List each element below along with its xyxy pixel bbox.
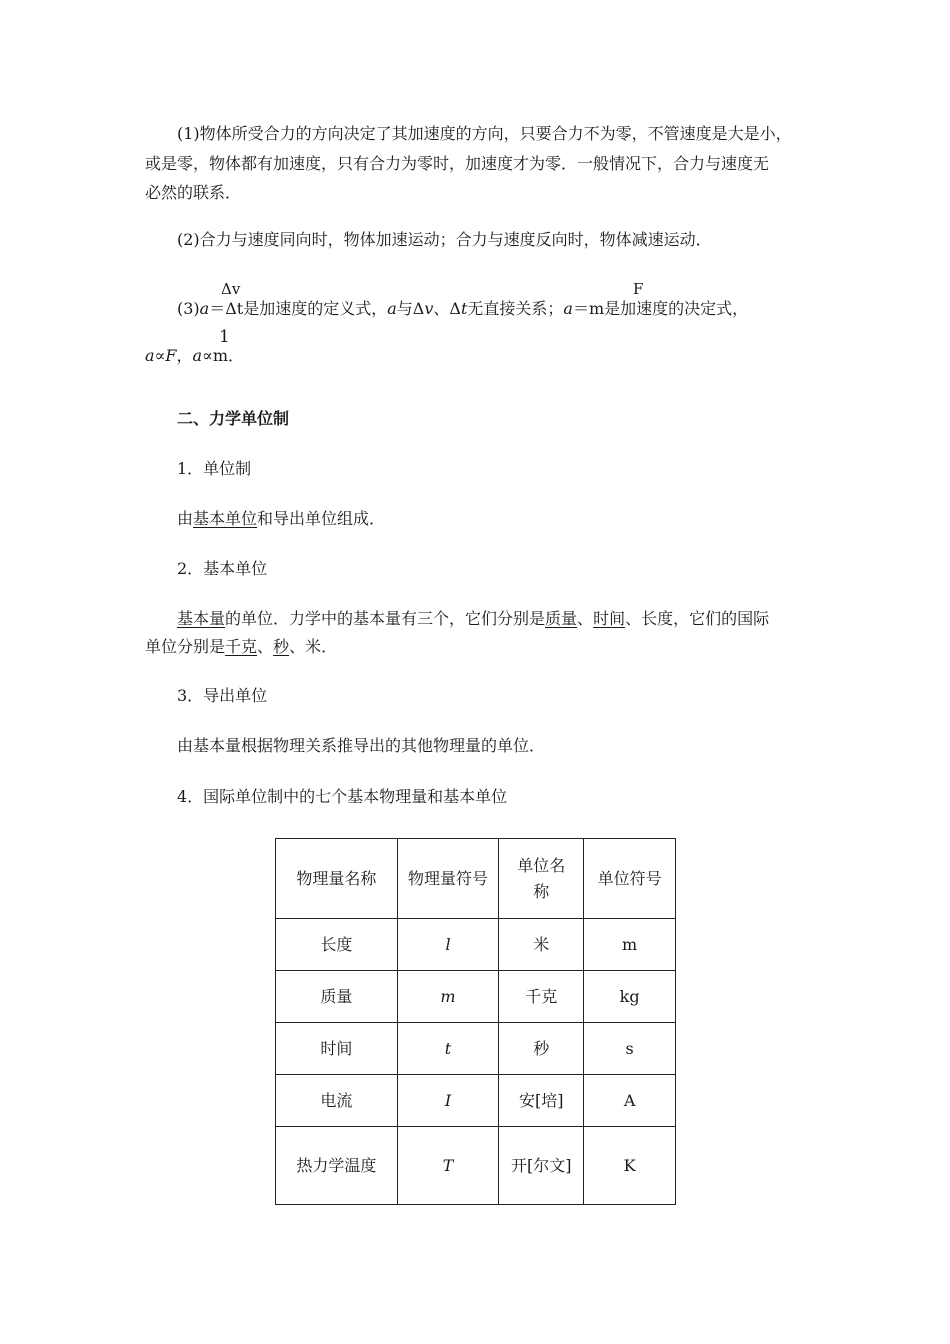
- item-3-body: 由基本量根据物理关系推导出的其他物理量的单位．: [177, 736, 546, 755]
- item-2-text: 、米．: [289, 637, 338, 656]
- p3-eq: ＝: [572, 299, 589, 318]
- p3-text: 与Δ: [396, 299, 425, 318]
- table-row: [276, 919, 676, 971]
- item-2-underlined: 质量: [545, 609, 578, 628]
- table-cell: m: [584, 919, 676, 971]
- table-cell: 热力学温度: [276, 1127, 398, 1205]
- paragraph-2: (2)合力与速度同向时，物体加速运动；合力与速度反向时，物体减速运动．: [177, 230, 712, 249]
- item-2-underlined: 时间: [593, 609, 626, 628]
- table-cell: 米: [499, 919, 584, 971]
- p4-a: a: [192, 346, 203, 365]
- p3-text: 无直接关系；: [467, 299, 564, 318]
- section-heading: 二、力学单位制: [177, 409, 290, 428]
- table-header-cell: 单位符号: [584, 839, 676, 919]
- item-1-text: 和导出单位组成．: [257, 509, 386, 528]
- p3-denominator-delta-t: Δt: [225, 299, 244, 318]
- table-cell: 秒: [499, 1023, 584, 1075]
- paragraph-3: [177, 299, 748, 319]
- table-cell: K: [584, 1127, 676, 1205]
- paragraph-1-line-1: (1)物体所受合力的方向决定了其加速度的方向，只要合力不为零，不管速度是大是小，: [177, 124, 792, 143]
- table-cell: 千克: [499, 971, 584, 1023]
- p4-end: ．: [228, 346, 245, 365]
- item-2-text: 、: [257, 637, 274, 656]
- paragraph-4: [145, 346, 244, 366]
- item-2-title: 2．基本单位: [177, 559, 268, 578]
- p3-denominator-m: m: [588, 299, 605, 318]
- table-cell: I: [397, 1075, 499, 1127]
- p3-a: a: [563, 299, 573, 318]
- table-cell: s: [584, 1023, 676, 1075]
- units-table: [275, 838, 676, 1205]
- p4-f: F: [165, 346, 177, 365]
- p3-text: 是加速度的决定式，: [604, 299, 749, 318]
- table-cell: 长度: [276, 919, 398, 971]
- table-header-cell: 物理量符号: [397, 839, 499, 919]
- item-2-text: 、: [577, 609, 594, 628]
- table-cell: T: [397, 1127, 499, 1205]
- table-row: [276, 1127, 676, 1205]
- item-2-underlined: 秒: [273, 637, 290, 656]
- p4-denominator-m: m: [212, 346, 229, 365]
- table-row: [276, 1075, 676, 1127]
- item-2-text: 、长度，它们的国际: [625, 609, 770, 628]
- item-1-body: [177, 509, 385, 529]
- item-2-underlined: 基本量: [177, 609, 226, 628]
- fraction-numerator-f: F: [633, 280, 644, 298]
- fraction-numerator-one: 1: [219, 327, 230, 347]
- item-1-text: 由: [177, 509, 194, 528]
- item-4-title: 4．国际单位制中的七个基本物理量和基本单位: [177, 787, 508, 806]
- item-2-underlined: 千克: [225, 637, 258, 656]
- table-cell: 电流: [276, 1075, 398, 1127]
- item-2-text: 的单位．力学中的基本量有三个，它们分别是: [225, 609, 546, 628]
- p4-a: a: [145, 346, 155, 365]
- p3-a: a: [387, 299, 397, 318]
- table-row: [276, 971, 676, 1023]
- p3-text: 是加速度的定义式，: [243, 299, 388, 318]
- fraction-numerator-delta-v: Δv: [221, 280, 241, 298]
- table-cell: 质量: [276, 971, 398, 1023]
- item-2-text: 单位分别是: [145, 637, 226, 656]
- table-header-row: [276, 839, 676, 919]
- p4-prop: ∝: [202, 346, 213, 365]
- table-cell: 开[尔文]: [499, 1127, 584, 1205]
- item-2-body-line-2: [145, 637, 337, 657]
- paragraph-1-line-3: 必然的联系．: [145, 183, 242, 202]
- item-1-title: 1．单位制: [177, 459, 252, 478]
- p3-text: 、Δ: [433, 299, 461, 318]
- item-1-underlined: 基本单位: [193, 509, 258, 528]
- p3-eq: ＝: [209, 299, 226, 318]
- p3-prefix: (3): [177, 299, 200, 318]
- table-row: [276, 1023, 676, 1075]
- table-cell: t: [397, 1023, 499, 1075]
- p4-sep: ，: [176, 346, 193, 365]
- paragraph-1-line-2: 或是零，物体都有加速度，只有合力为零时，加速度才为零．一般情况下，合力与速度无: [145, 154, 770, 173]
- item-2-body-line-1: [177, 609, 769, 629]
- table-cell: kg: [584, 971, 676, 1023]
- p3-v: v: [424, 299, 434, 318]
- p4-prop: ∝: [154, 346, 166, 365]
- table-cell: A: [584, 1075, 676, 1127]
- table-header-cell: 单位名称: [499, 839, 584, 919]
- table-cell: m: [397, 971, 499, 1023]
- table-header-cell: 物理量名称: [276, 839, 398, 919]
- table-cell: 时间: [276, 1023, 398, 1075]
- item-3-title: 3．导出单位: [177, 686, 268, 705]
- p3-t: t: [460, 299, 468, 318]
- p3-a: a: [199, 299, 210, 318]
- table-cell: l: [397, 919, 499, 971]
- table-cell: 安[培]: [499, 1075, 584, 1127]
